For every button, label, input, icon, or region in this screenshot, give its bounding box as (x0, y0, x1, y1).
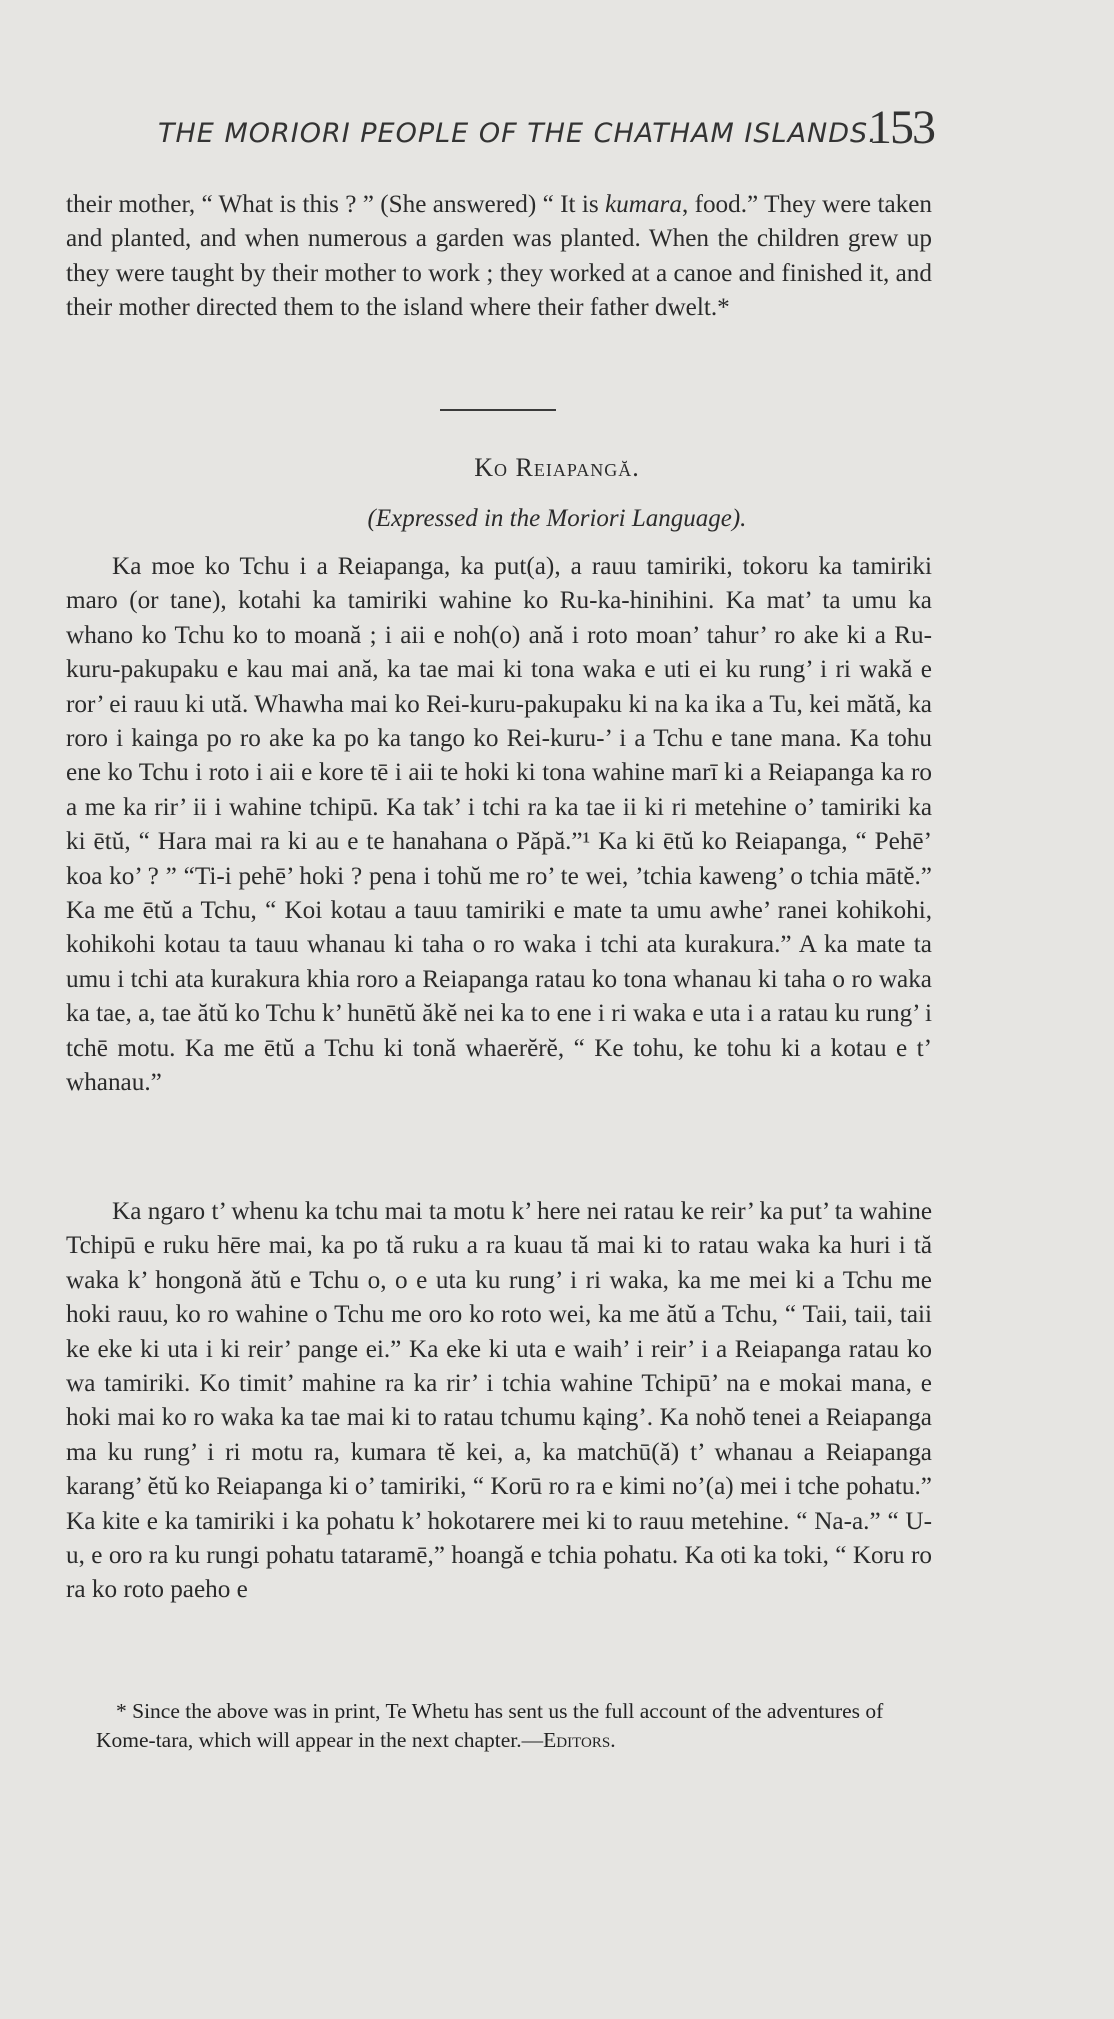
footnote-marker: * (116, 1699, 127, 1723)
paragraph-intro: their mother, “ What is this ? ” (She answered) “ It is kumara, food.” They were taken and planted, and when numerous a garden was planted. When the children grew up they were taught by their mother to work ; they worked at a canoe and finished it, and their mother directed them to the island where their father dwelt.* (66, 191, 932, 322)
section-title-text: Ko Reiapangă. (474, 453, 640, 482)
paragraph-moriori-1: Ka moe ko Tchu i a Reiapanga, ka put(a), a rauu tamiriki, tokoru ka tamiriki maro (or tane), kotahi ka tamiriki wahine ko Ru-ka-hinihini. Ka mat’ ta umu ka whano ko Tchu ko to moană ; i aii e noh(o) ană i roto moan’ tahur’ ro ake ki a Ru-kuru-pakupaku e kau mai ană, ka tae mai ki tona waka e uti ei ku rung’ i ri wakă e ror’ ei rauu ki ută. Whawha mai ko Rei-kuru-pakupaku ki na ka ika a Tu, kei mătă, ka roro i kainga po ro ake ka po ka tango ko Rei-kuru-’ i a Tchu e tane mana. Ka tohu ene ko Tchu i roto i aii e kore tē i aii te hoki ki tona wahine marī ki a Reiapanga ka ro a me ka rir’ ii i wahine tchipū. Ka tak’ i tchi ra ka tae ii ki ri metehine o’ tamiriki ka ki ētŭ, “ Hara mai ra ki au e te hanahana o Păpă.”¹ Ka ki ētŭ ko Reiapanga, “ Pehē’ koa ko’ ? ” “Ti-i pehē’ hoki ? pena i tohŭ me ro’ te wei, ’tchia kaweng’ o tchia mātĕ.” Ka me ētŭ a Tchu, “ Koi kotau a tauu tamiriki e mate ta umu awhe’ ranei kohikohi, kohikohi kotau ta tauu whanau ki taha o ro waka i tchi ata kurakura.” A ka mate ta umu i tchi ata kurakura khia roro a Reiapanga ratau ko tona whanau ki taha o ro waka ka tae, a, tae ătŭ ko Tchu k’ hunētŭ ăkĕ nei ka to ene i ri waka e uta i a ratau ku rung’ i tchē motu. Ka me ētŭ a Tchu ki tonă whaerĕrĕ, “ Ke tohu, ke tohu ki a kotau e t’ whanau.” (66, 553, 932, 1097)
footnote (96, 1697, 932, 1755)
footnote-text: Since the above was in print, Te Whetu has sent us the full account of the adventures of Kome-tara, which will appear in the next chapter.— (96, 1699, 884, 1752)
section-divider-rule (440, 409, 556, 411)
section-title (0, 453, 1114, 483)
footnote-signature: Editors. (543, 1728, 616, 1752)
intro-italic-word: kumara (604, 191, 682, 218)
section-subtitle: (Expressed in the Moriori Language). (367, 505, 747, 532)
page-number: 153 (868, 101, 934, 154)
paragraph-moriori-2: Ka ngaro t’ whenu ka tchu mai ta motu k’ here nei ratau ke reir’ ka put’ ta wahine Tchipū e ruku hēre mai, ka po tă ruku a ra kuau tă mai ki to ratau waka ka huri i tă waka k’ hongonă ătŭ e Tchu o, o e uta ku rung’ i ri waka, ka me mei ki a Tchu me hoki rauu, ko ro wahine o Tchu me oro ko roto wei, ka me ătŭ a Tchu, “ Taii, taii, taii ke eke ki uta i ki reir’ pange ei.” Ka eke ki uta e waih’ i reir’ i a Reiapanga ratau ko wa tamiriki. Ko timit’ mahine ra ka rir’ i tchia wahine Tchipū’ na e mokai mana, e hoki mai ko ro waka ka tae mai ki to ratau tchumu kąing’. Ka nohŏ tenei a Reiapanga ma ku rung’ i ri motu ra, kumara tĕ kei, a, ka matchū(ă) t’ whanau a Reiapanga karang’ ĕtŭ ko Reiapanga ki o’ tamiriki, “ Korū ro ra e kimi no’(a) mei i tche pohatu.” Ka kite e ka tamiriki i ka pohatu k’ hokotarere mei ki to rauu metehine. “ Na-a.” “ U-u, e oro ra ku rungi pohatu tataramē,” hoangă e tchia pohatu. Ka oti ka toki, “ Koru ro ra ko roto paeho e (66, 1198, 932, 1604)
running-head-title: THE MORIORI PEOPLE OF THE CHATHAM ISLANDS. (158, 118, 878, 149)
